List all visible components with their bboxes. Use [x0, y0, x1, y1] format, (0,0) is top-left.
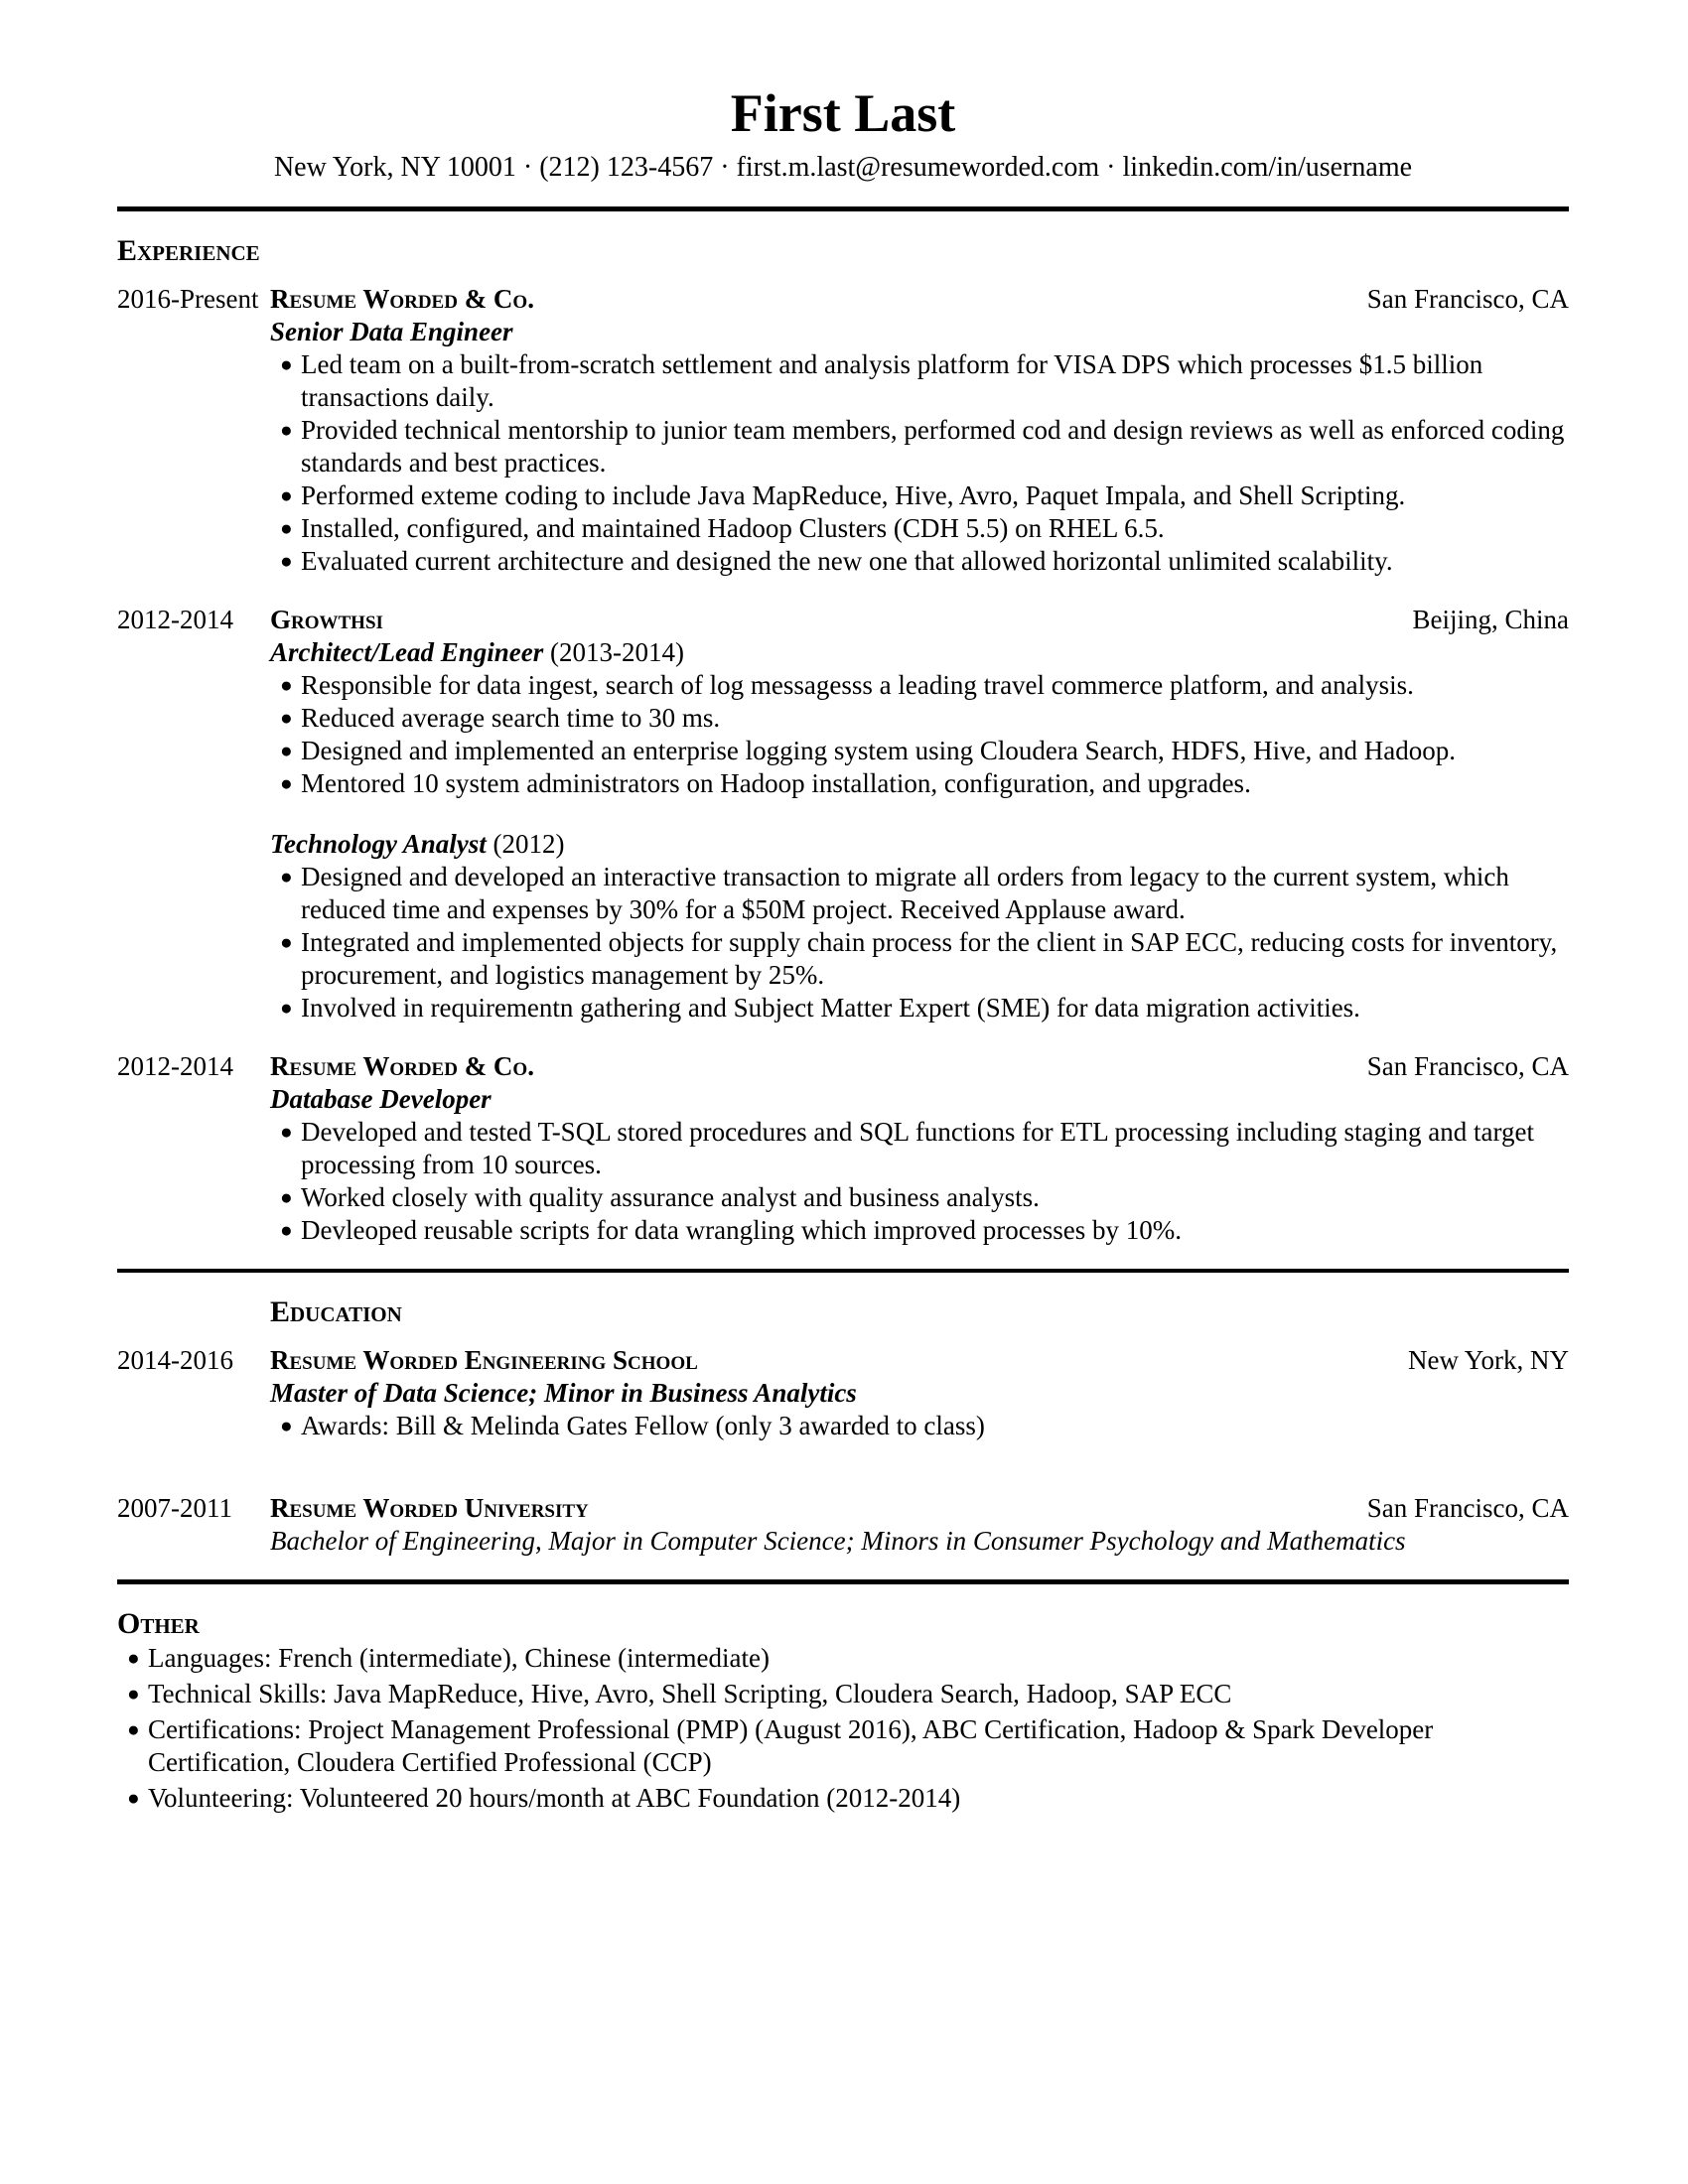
bullet-list: [270, 669, 1569, 800]
bullet-item: ● Awards: Bill & Melinda Gates Fellow (only 3 awarded to class): [270, 1410, 1569, 1442]
entry-body: [270, 1083, 1569, 1247]
school-location: San Francisco, CA: [1366, 1493, 1569, 1523]
education-heading: Education: [270, 1296, 402, 1328]
role: [270, 828, 1569, 1024]
role-title-suffix: (2012): [486, 829, 565, 859]
company-name: Resume Worded & Co.: [270, 1051, 534, 1081]
section-other: [117, 1606, 1569, 1815]
bullet-item: ● Technical Skills: Java MapReduce, Hive, Avro, Shell Scripting, Cloudera Search, Hadoop, SAP ECC: [117, 1678, 1569, 1710]
role-title-suffix: (2013-2014): [543, 637, 684, 667]
section-divider: [117, 1269, 1569, 1273]
entry-header: [117, 1492, 1569, 1525]
bullet-item: ● Led team on a built-from-scratch settlement and analysis platform for VISA DPS which processes $1.5 billion transactions daily.: [270, 348, 1569, 414]
date-range: 2012-2014: [117, 605, 233, 634]
bullet-item: ● Designed and developed an interactive transaction to migrate all orders from legacy to the current system, which reduced time and expenses by 30% for a $50M project. Received Applause award.: [270, 861, 1569, 926]
date-range: 2007-2011: [117, 1493, 232, 1523]
entry-body: [270, 1525, 1569, 1558]
section-divider: [117, 1579, 1569, 1584]
education-entry: [117, 1492, 1569, 1558]
role: [270, 636, 1569, 800]
date-range: 2012-2014: [117, 1051, 233, 1081]
bullet-item: ● Mentored 10 system administrators on Hadoop installation, configuration, and upgrades.: [270, 767, 1569, 800]
date-range: 2014-2016: [117, 1345, 233, 1375]
job-location: Beijing, China: [1412, 605, 1569, 634]
role-title: [270, 1083, 1569, 1116]
entry-body: [270, 1377, 1569, 1442]
education-entry: [117, 1344, 1569, 1442]
bullet-item: ● Provided technical mentorship to junior team members, performed cod and design reviews as well as enforced coding standards and best practices.: [270, 414, 1569, 479]
experience-entry: [117, 604, 1569, 1024]
bullet-list: [270, 1410, 1569, 1442]
entry-body: [270, 636, 1569, 1024]
bullet-list: [270, 1116, 1569, 1247]
bullet-item: ● Volunteering: Volunteered 20 hours/month at ABC Foundation (2012-2014): [117, 1782, 1569, 1815]
bullet-item: ● Performed exteme coding to include Java MapReduce, Hive, Avro, Paquet Impala, and Shell Scripting.: [270, 479, 1569, 512]
entry-header: [117, 1344, 1569, 1377]
contact-line: New York, NY 10001 · (212) 123-4567 · first.m.last@resumeworded.com · linkedin.com/in/username: [273, 152, 1413, 183]
entry-body: [270, 316, 1569, 578]
bullet-item: ● Integrated and implemented objects for supply chain process for the client in SAP ECC, reducing costs for inventory, procurement, and logistics management by 25%.: [270, 926, 1569, 992]
role: [270, 316, 1569, 578]
role: [270, 1083, 1569, 1247]
role-title-text: Senior Data Engineer: [270, 317, 513, 346]
header-divider: [117, 206, 1569, 211]
entry-header: [117, 283, 1569, 316]
bullet-list: [117, 1642, 1569, 1815]
job-location: San Francisco, CA: [1366, 284, 1569, 314]
bullet-item: ● Certifications: Project Management Professional (PMP) (August 2016), ABC Certification, Hadoop & Spark Developer Certification, Cloudera Certified Professional (CCP): [117, 1713, 1569, 1779]
role-title: [270, 828, 1569, 861]
bullet-item: ● Devleoped reusable scripts for data wrangling which improved processes by 10%.: [270, 1214, 1569, 1247]
bullet-item: ● Responsible for data ingest, search of log messagesss a leading travel commerce platform, and analysis.: [270, 669, 1569, 702]
company-name: Growthsi: [270, 605, 383, 634]
other-heading: Other: [117, 1607, 200, 1640]
bullet-list: [270, 861, 1569, 1024]
role-title-text: Technology Analyst: [270, 829, 487, 859]
bullet-item: ● Developed and tested T-SQL stored procedures and SQL functions for ETL processing including staging and target processing from 10 sources.: [270, 1116, 1569, 1181]
bullet-item: ● Evaluated current architecture and designed the new one that allowed horizontal unlimited scalability.: [270, 545, 1569, 578]
degree-title: Bachelor of Engineering, Major in Computer Science; Minors in Consumer Psychology and Mathematics: [270, 1526, 1406, 1556]
section-education: [117, 1295, 1569, 1558]
company-name: Resume Worded & Co.: [270, 284, 534, 314]
bullet-item: ● Designed and implemented an enterprise logging system using Cloudera Search, HDFS, Hive, and Hadoop.: [270, 735, 1569, 767]
bullet-list: [270, 348, 1569, 578]
role-title: [270, 316, 1569, 348]
job-location: San Francisco, CA: [1366, 1051, 1569, 1081]
date-range: 2016-Present: [117, 284, 259, 314]
school-name: Resume Worded University: [270, 1493, 589, 1523]
entry-header: [117, 1050, 1569, 1083]
bullet-item: ● Worked closely with quality assurance analyst and business analysts.: [270, 1181, 1569, 1214]
role-title: [270, 636, 1569, 669]
degree-title: Master of Data Science; Minor in Business Analytics: [270, 1378, 857, 1408]
section-experience: [117, 233, 1569, 1247]
school-name: Resume Worded Engineering School: [270, 1345, 698, 1375]
bullet-item: ● Involved in requirementn gathering and Subject Matter Expert (SME) for data migration activities.: [270, 992, 1569, 1024]
experience-entry: [117, 1050, 1569, 1247]
page-title: First Last: [730, 83, 956, 143]
bullet-item: ● Reduced average search time to 30 ms.: [270, 702, 1569, 735]
bullet-item: ● Languages: French (intermediate), Chinese (intermediate): [117, 1642, 1569, 1675]
experience-heading: Experience: [117, 234, 260, 267]
experience-entry: [117, 283, 1569, 578]
school-location: New York, NY: [1407, 1345, 1569, 1375]
role-title-text: Architect/Lead Engineer: [270, 637, 544, 667]
bullet-item: ● Installed, configured, and maintained Hadoop Clusters (CDH 5.5) on RHEL 6.5.: [270, 512, 1569, 545]
role-title-text: Database Developer: [270, 1084, 492, 1114]
entry-header: [117, 604, 1569, 636]
